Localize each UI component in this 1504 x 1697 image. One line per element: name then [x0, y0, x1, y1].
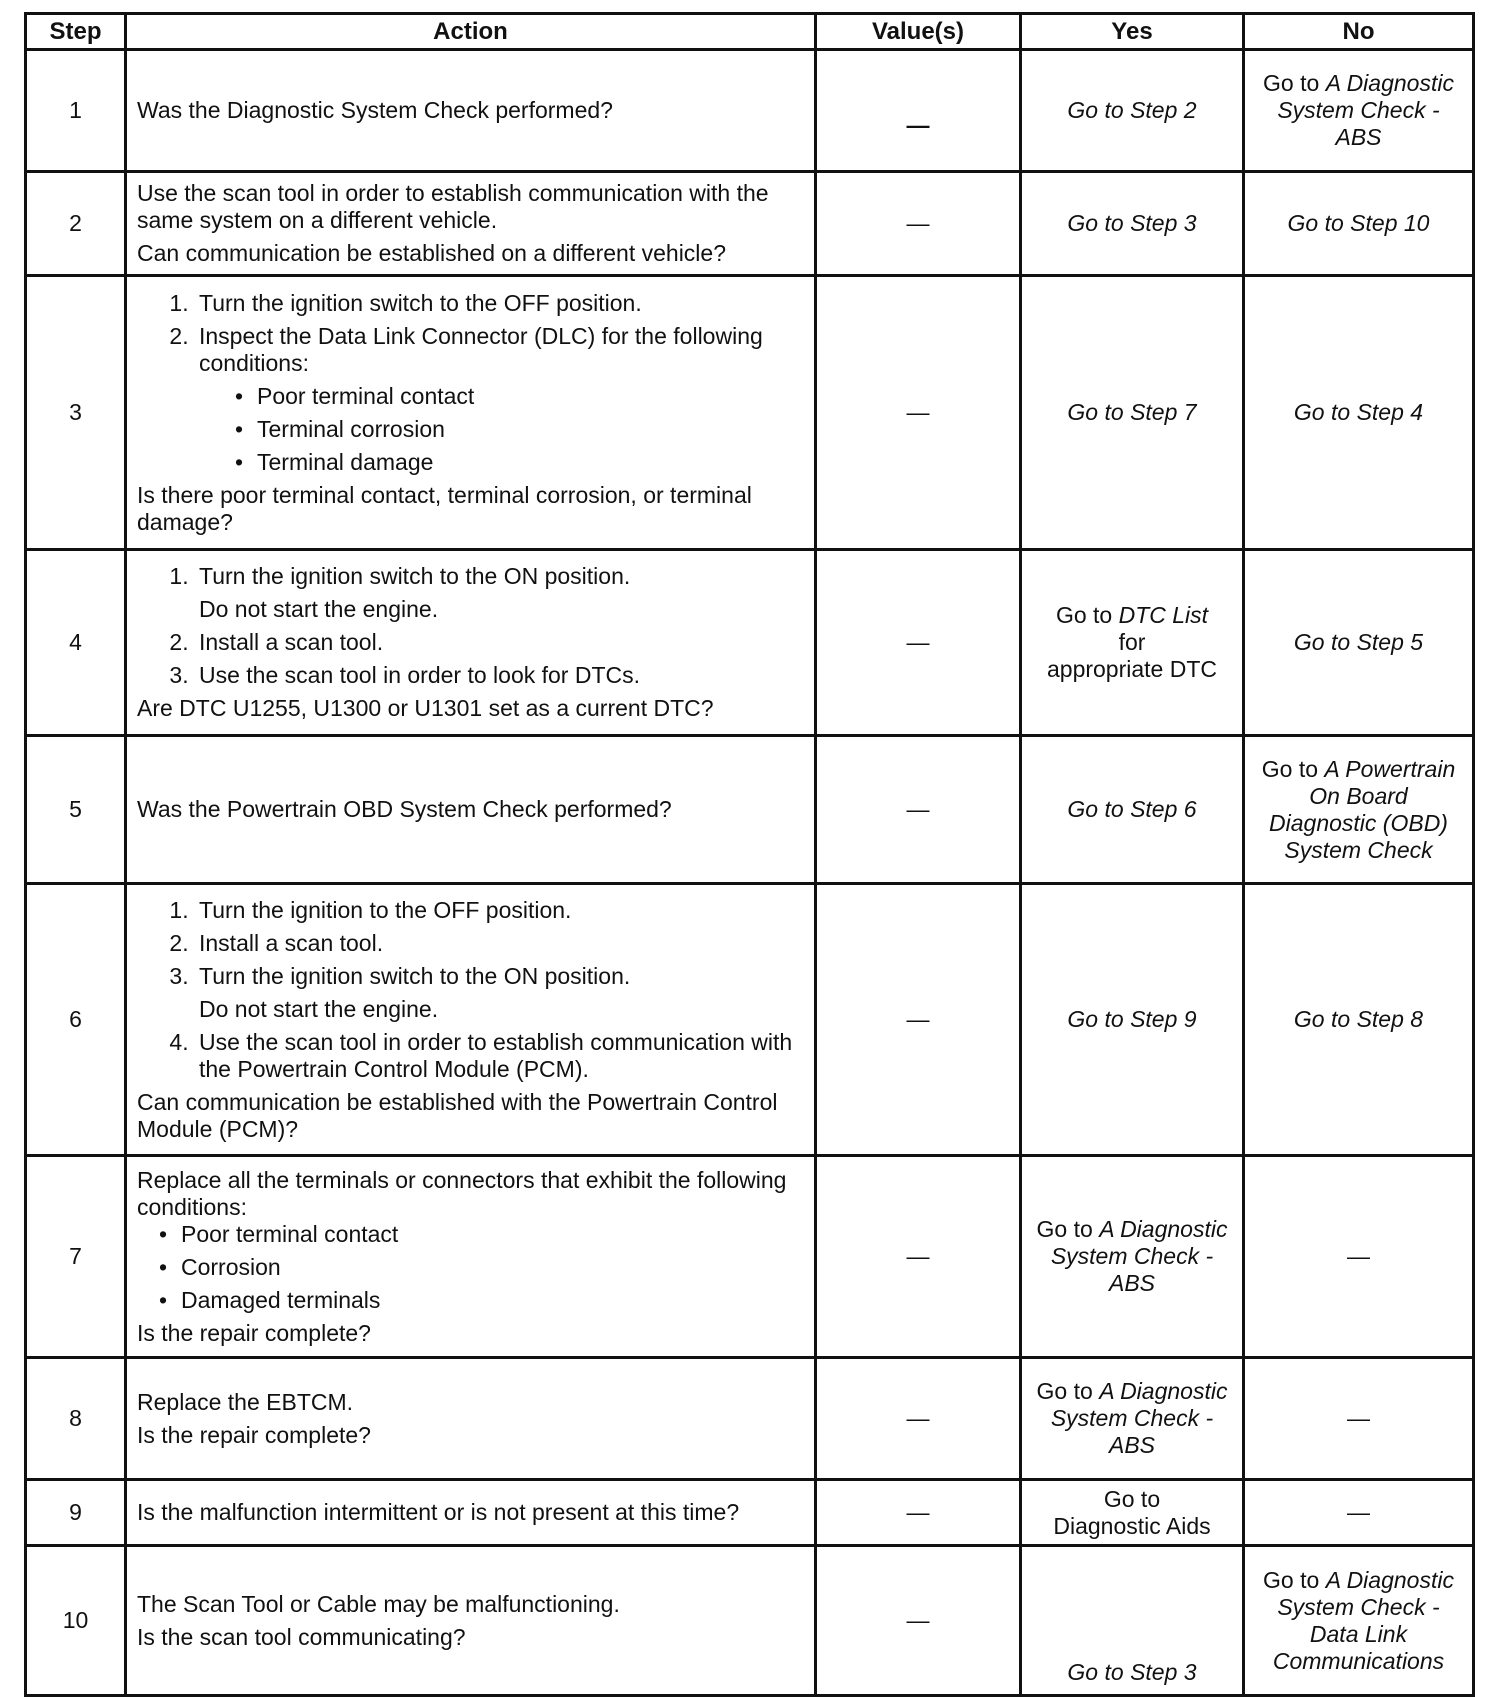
diagnostic-table — [24, 12, 1475, 1697]
action-intro: The Scan Tool or Cable may be malfunctioning. — [137, 1590, 620, 1617]
condition-list — [137, 1221, 804, 1314]
no-cell — [1244, 736, 1474, 884]
no-cell: Go to Step 10 — [1244, 172, 1474, 276]
action-question: Can communication be established on a different vehicle? — [137, 240, 726, 266]
no-cell — [1244, 1546, 1474, 1696]
action-step-item — [195, 963, 804, 1023]
yes-target: A Diagnostic System Check - ABS — [1050, 1378, 1228, 1458]
condition-item: • Damaged terminals — [159, 1287, 804, 1314]
no-cell: Go to Step 5 — [1244, 550, 1474, 736]
table-row — [26, 50, 1474, 172]
yes-cell — [1021, 1358, 1244, 1480]
action-step-item: 1. Turn the ignition to the OFF position. — [195, 897, 804, 924]
yes-prefix: Go to — [1055, 602, 1113, 628]
diagnostic-table-document — [24, 12, 1472, 1697]
action-cell — [126, 50, 816, 172]
condition-item: • Terminal damage — [235, 449, 804, 476]
value-cell: — — [816, 550, 1021, 736]
no-cell: Go to Step 4 — [1244, 276, 1474, 550]
step-number: 8 — [26, 1358, 126, 1480]
action-question: Is the repair complete? — [137, 1319, 371, 1346]
no-cell: Go to Step 8 — [1244, 884, 1474, 1156]
no-target: A Diagnostic System Check - ABS — [1277, 70, 1454, 150]
yes-target: Diagnostic Aids — [1053, 1512, 1211, 1539]
action-cell — [126, 276, 816, 550]
value-cell: — — [816, 1156, 1021, 1358]
value-cell: — — [816, 736, 1021, 884]
step-number: 3 — [26, 276, 126, 550]
yes-suffix: appropriate DTC — [1046, 656, 1218, 682]
condition-item: • Poor terminal contact — [235, 383, 804, 410]
header-action: Action — [126, 14, 816, 50]
table-row — [26, 172, 1474, 276]
action-intro: Replace the EBTCM. — [137, 1388, 354, 1415]
value-cell: — — [816, 50, 1021, 172]
yes-cell: Go to Step 3 — [1021, 172, 1244, 276]
action-steps — [137, 563, 804, 689]
yes-target: A Diagnostic System Check - ABS — [1050, 1216, 1228, 1296]
action-question: Can communication be established with the Powertrain Control Module (PCM)? — [137, 1088, 778, 1142]
no-cell: — — [1244, 1480, 1474, 1546]
header-yes: Yes — [1021, 14, 1244, 50]
action-cell — [126, 550, 816, 736]
step-number: 5 — [26, 736, 126, 884]
action-step-text: Inspect the Data Link Connector (DLC) for the following conditions: — [199, 322, 763, 376]
action-cell — [126, 736, 816, 884]
step-number: 9 — [26, 1480, 126, 1546]
action-step-item — [195, 323, 804, 476]
action-question: Was the Powertrain OBD System Check performed? — [137, 796, 672, 822]
step-number: 2 — [26, 172, 126, 276]
value-cell: — — [816, 276, 1021, 550]
action-steps — [137, 897, 804, 1083]
action-step-item: 3. Use the scan tool in order to look for DTCs. — [195, 662, 804, 689]
table-row — [26, 1480, 1474, 1546]
table-row — [26, 1358, 1474, 1480]
yes-cell — [1021, 1156, 1244, 1358]
action-intro: Replace all the terminals or connectors that exhibit the following conditions: — [137, 1166, 787, 1220]
header-step: Step — [26, 14, 126, 50]
action-step-item: 2. Install a scan tool. — [195, 629, 804, 656]
no-prefix: Go to — [1263, 70, 1320, 96]
step-number: 1 — [26, 50, 126, 172]
yes-cell: Go to Step 2 — [1021, 50, 1244, 172]
condition-list — [199, 383, 804, 476]
value-cell: — — [816, 1480, 1021, 1546]
step-number: 10 — [26, 1546, 126, 1696]
table-row — [26, 276, 1474, 550]
action-cell — [126, 1358, 816, 1480]
action-question: Are DTC U1255, U1300 or U1301 set as a current DTC? — [137, 695, 714, 721]
step-number: 4 — [26, 550, 126, 736]
action-step-text: Turn the ignition switch to the ON position. — [199, 563, 631, 589]
yes-prefix: Go to — [1103, 1485, 1161, 1512]
yes-prefix: Go to — [1036, 1216, 1093, 1242]
header-values: Value(s) — [816, 14, 1021, 50]
action-intro: Use the scan tool in order to establish communication with the same system on a different vehicle. — [137, 180, 769, 233]
value-cell: — — [816, 1546, 1021, 1696]
action-step-item: 2. Install a scan tool. — [195, 930, 804, 957]
action-cell — [126, 1480, 816, 1546]
step-number: 6 — [26, 884, 126, 1156]
header-row — [26, 14, 1474, 50]
action-step-text: Turn the ignition switch to the ON position. — [199, 962, 631, 989]
value-cell: — — [816, 1358, 1021, 1480]
no-cell — [1244, 50, 1474, 172]
action-cell — [126, 884, 816, 1156]
table-row — [26, 550, 1474, 736]
action-steps — [137, 290, 804, 476]
action-cell — [126, 1156, 816, 1358]
yes-cell: Go to Step 7 — [1021, 276, 1244, 550]
yes-target: DTC List — [1118, 602, 1209, 628]
table-row — [26, 736, 1474, 884]
no-cell: — — [1244, 1358, 1474, 1480]
yes-suffix: for — [1118, 629, 1146, 655]
action-question: Is there poor terminal contact, terminal corrosion, or terminal damage? — [137, 481, 752, 535]
action-step-item — [195, 563, 804, 623]
action-question: Was the Diagnostic System Check performed? — [137, 97, 613, 123]
no-cell: — — [1244, 1156, 1474, 1358]
condition-item: • Terminal corrosion — [235, 416, 804, 443]
action-step-subtext: Do not start the engine. — [199, 596, 439, 622]
yes-cell — [1021, 1480, 1244, 1546]
yes-cell: Go to Step 3 — [1021, 1546, 1244, 1696]
value-cell: — — [816, 172, 1021, 276]
yes-cell — [1021, 550, 1244, 736]
no-target: A Powertrain On Board Diagnostic (OBD) System Check — [1269, 755, 1456, 863]
action-cell — [126, 1546, 816, 1696]
no-prefix: Go to — [1261, 755, 1319, 782]
action-step-subtext: Do not start the engine. — [199, 995, 439, 1022]
value-cell: — — [816, 884, 1021, 1156]
table-row — [26, 1546, 1474, 1696]
action-cell — [126, 172, 816, 276]
action-step-item: 1. Turn the ignition switch to the OFF position. — [195, 290, 804, 317]
yes-prefix: Go to — [1036, 1378, 1093, 1404]
header-no: No — [1244, 14, 1474, 50]
condition-item: • Corrosion — [159, 1254, 804, 1281]
no-prefix: Go to — [1263, 1566, 1320, 1593]
no-target: A Diagnostic System Check - Data Link Communications — [1272, 1566, 1454, 1674]
condition-item: • Poor terminal contact — [159, 1221, 804, 1248]
action-step-item: 4. Use the scan tool in order to establish communication with the Powertrain Control Module (PCM). — [195, 1029, 804, 1083]
yes-cell: Go to Step 9 — [1021, 884, 1244, 1156]
action-question: Is the repair complete? — [137, 1421, 371, 1448]
table-row — [26, 1156, 1474, 1358]
action-question: Is the scan tool communicating? — [137, 1623, 466, 1650]
action-question: Is the malfunction intermittent or is not present at this time? — [137, 1499, 740, 1525]
table-row — [26, 884, 1474, 1156]
step-number: 7 — [26, 1156, 126, 1358]
yes-cell: Go to Step 6 — [1021, 736, 1244, 884]
